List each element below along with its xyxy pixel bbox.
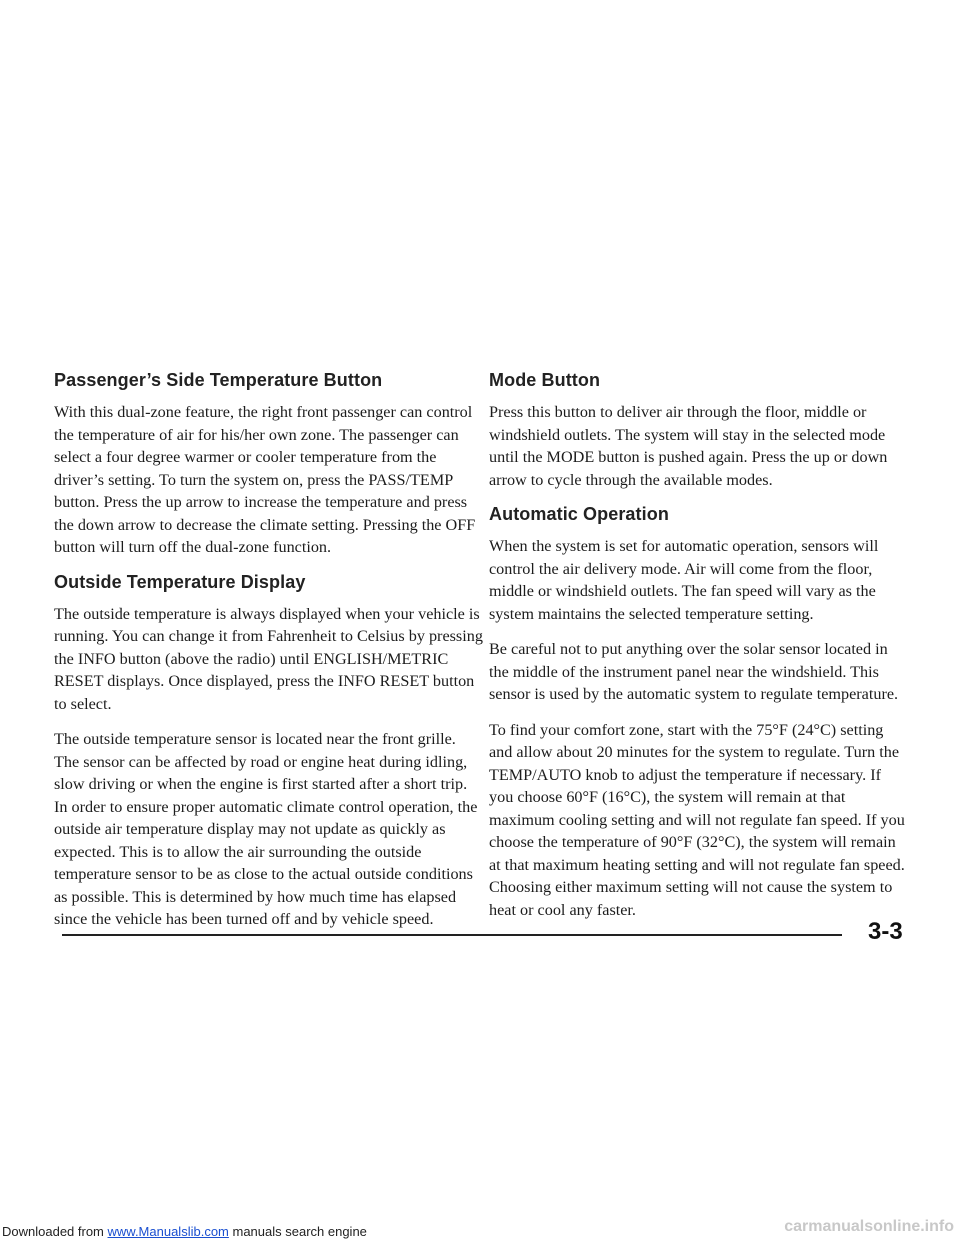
page-rule [62,934,842,936]
footer-suffix: manuals search engine [228,1224,367,1239]
section-heading: Mode Button [489,370,601,390]
manualslib-link[interactable]: www.Manualslib.com [107,1224,229,1239]
passenger-temp-section [54,370,484,559]
section-heading: Outside Temperature Display [54,571,306,592]
paragraph: The outside temperature sensor is located near the front grille. The sensor can be affected by road or engine heat during idling, slow driving or when the engine is first started after a short trip. In order to ensure proper automatic climate control operation, the outside air temperature display may not update as quickly as expected. This is to allow the air surrounding the outside temperature sensor to be as close to the actual outside conditions as possible. This is determined by how much time has elapsed since the vehicle has been turned off and by vehicle speed. [54,730,478,928]
section-heading: Automatic Operation [489,504,669,524]
left-column [54,370,484,944]
footer-prefix: Downloaded from [2,1224,108,1239]
paragraph: When the system is set for automatic operation, sensors will control the air delivery mode. Air will come from the floor, middle or windshield outlets. The fan speed will vary as the system maintains the selected temperature setting. [489,537,879,623]
paragraph: To find your comfort zone, start with the 75°F (24°C) setting and allow about 20 minutes for the system to regulate. Turn the TEMP/AUTO knob to adjust the temperature if necessary. If you choose 60°F (16°C), the system will remain at that maximum cooling setting and will not regulate fan speed. If you choose the temperature of 90°F (32°C), the system will remain at that maximum heating setting and will not regulate fan speed. Choosing either maximum setting will not cause the system to heat or cool any faster. [489,720,905,919]
section-heading: Passenger’s Side Temperature Button [54,370,383,390]
paragraph: Be careful not to put anything over the solar sensor located in the middle of the instrument panel near the windshield. This sensor is used by the automatic system to regulate temperature. [489,640,899,703]
outside-temp-section [54,572,484,931]
automatic-operation-section [489,504,909,921]
mode-button-section [489,370,909,491]
watermark: carmanualsonline.info [784,1218,954,1235]
right-column [489,370,909,934]
page-number: 3-3 [868,918,903,945]
paragraph: With this dual-zone feature, the right front passenger can control the temperature of air for his/her own zone. The passenger can select a four degree warmer or cooler temperature from the driver’s setting. To turn the system on, press the PASS/TEMP button. Press the up arrow to increase the temperature and press the down arrow to decrease the climate setting. Pressing the OFF button will turn off the dual-zone function. [54,403,476,556]
paragraph: Press this button to deliver air through the floor, middle or windshield outlets. The system will stay in the selected mode until the MODE button is pushed again. Press the up or down arrow to cycle through the available modes. [489,403,888,489]
paragraph: The outside temperature is always displayed when your vehicle is running. You can change it from Fahrenheit to Celsius by pressing the INFO button (above the radio) until ENGLISH/METRIC RESET displays. Once displayed, press the INFO RESET button to select. [54,604,483,713]
download-footer [2,1224,367,1239]
